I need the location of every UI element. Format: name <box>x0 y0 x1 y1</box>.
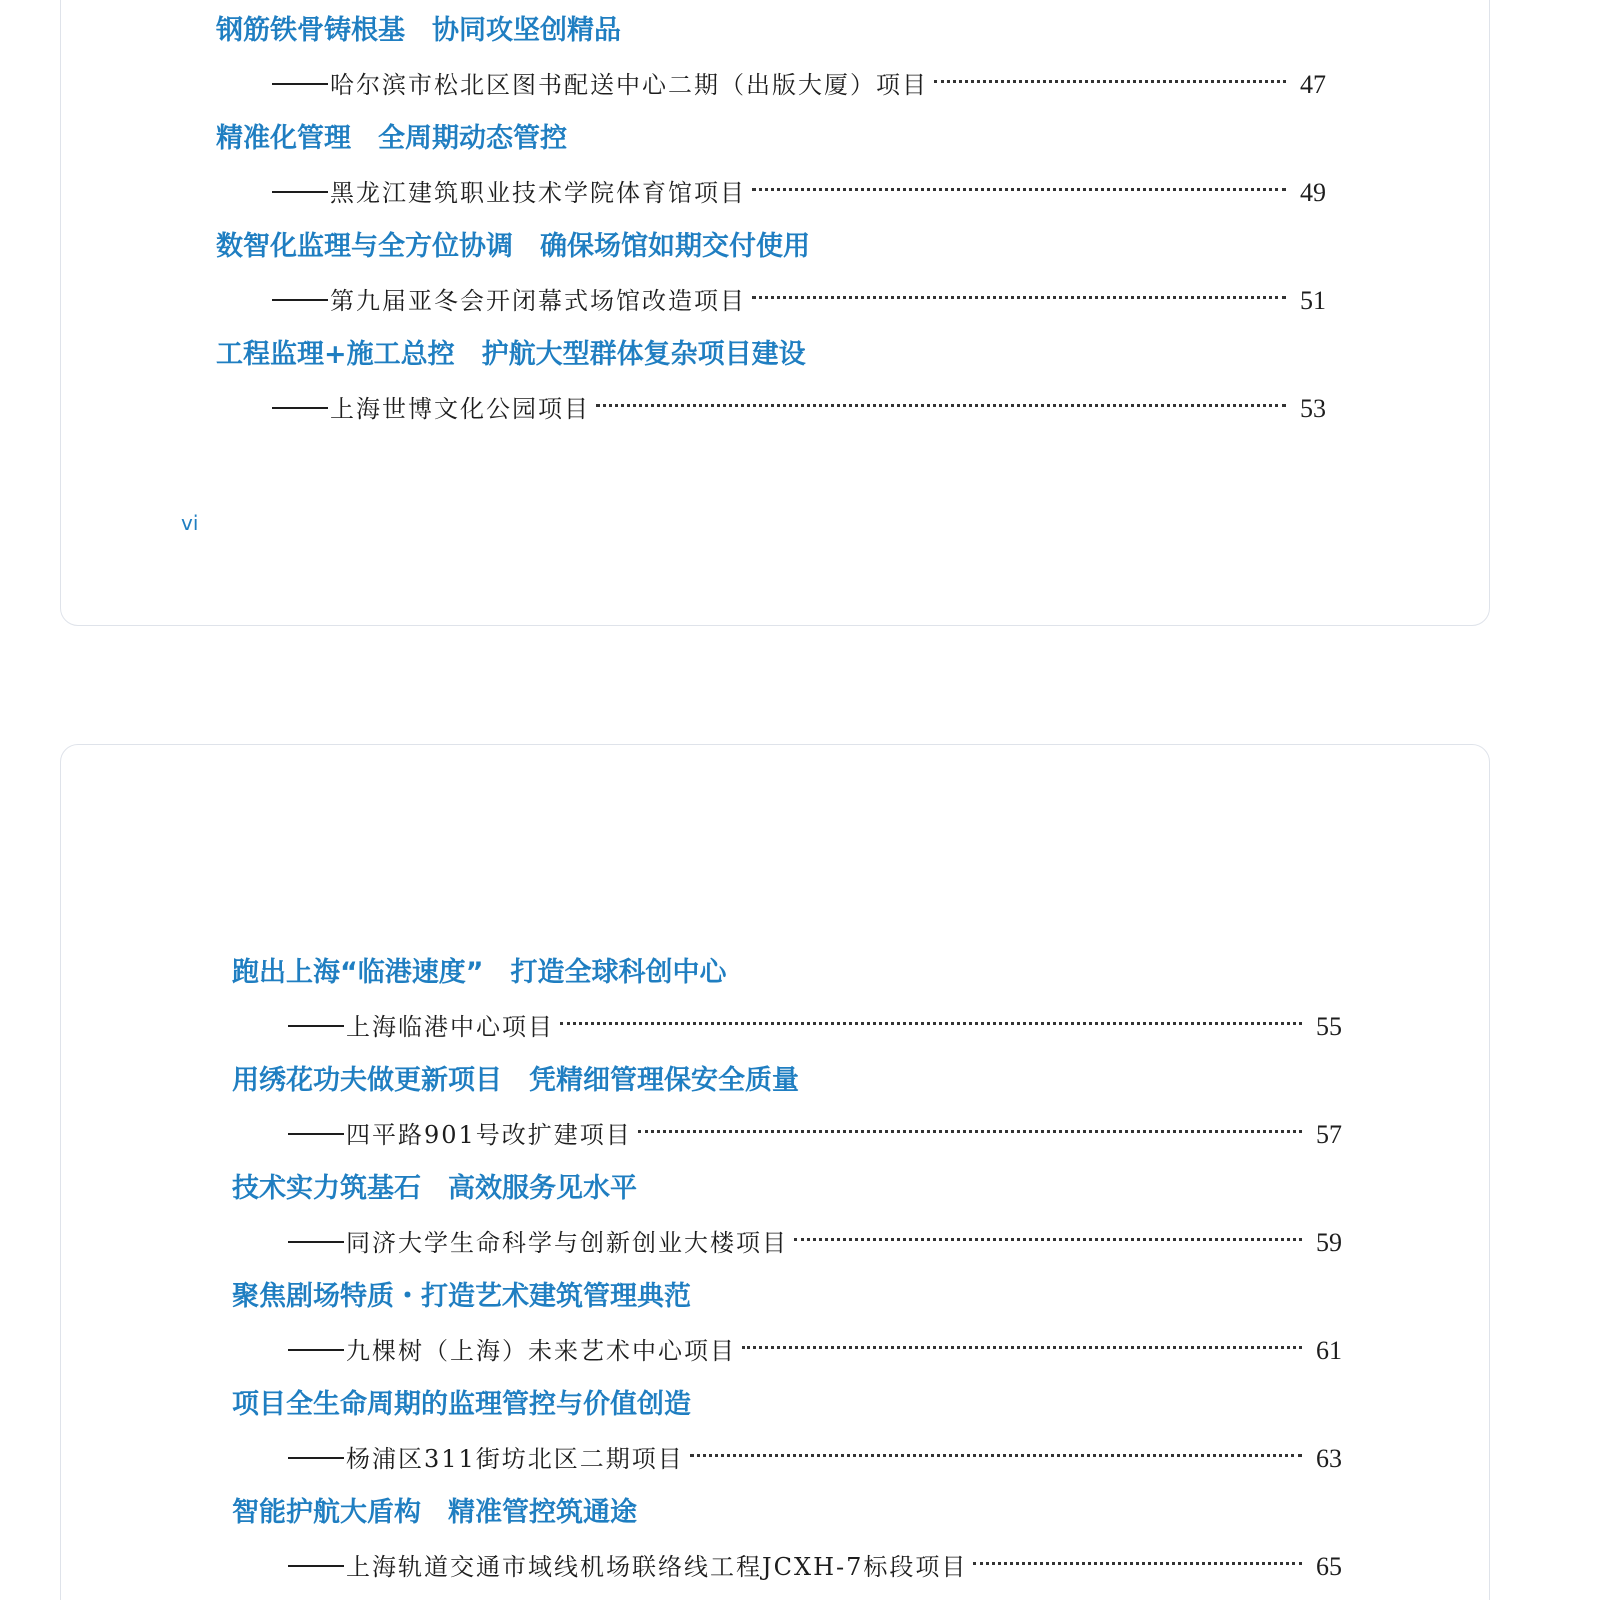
dot-leader <box>794 1238 1302 1241</box>
toc-page-number: 47 <box>1300 70 1326 99</box>
dot-leader <box>973 1562 1302 1565</box>
em-dash <box>272 83 328 85</box>
em-dash <box>288 1349 344 1351</box>
toc-entry-title: 钢筋铁骨铸根基 协同攻坚创精品 <box>216 15 621 46</box>
toc-entry-subtitle: 九棵树（上海）未来艺术中心项目 <box>346 1337 736 1365</box>
toc-entry[interactable] <box>232 1059 1342 1167</box>
toc-entry[interactable] <box>216 117 1326 225</box>
toc-entry[interactable] <box>232 1383 1342 1491</box>
toc-page-number: 55 <box>1316 1012 1342 1041</box>
toc-entry-subtitle: 同济大学生命科学与创新创业大楼项目 <box>346 1229 788 1257</box>
toc-page-number: 49 <box>1300 178 1326 207</box>
toc-entry-title: 项目全生命周期的监理管控与价值创造 <box>232 1389 691 1420</box>
em-dash <box>288 1025 344 1027</box>
toc-entry-subtitle: 哈尔滨市松北区图书配送中心二期（出版大厦）项目 <box>330 71 928 99</box>
table-of-contents <box>232 951 1342 1599</box>
toc-entry[interactable] <box>232 951 1342 1059</box>
toc-entry-subtitle: 上海轨道交通市域线机场联络线工程JCXH-7标段项目 <box>346 1553 968 1581</box>
toc-entry-title: 聚焦剧场特质・打造艺术建筑管理典范 <box>232 1281 691 1312</box>
toc-page-number: 57 <box>1316 1120 1342 1149</box>
page-vii <box>60 744 1490 1600</box>
em-dash <box>272 299 328 301</box>
toc-entry-title: 工程监理+施工总控 护航大型群体复杂项目建设 <box>216 339 806 370</box>
toc-entry-title: 数智化监理与全方位协调 确保场馆如期交付使用 <box>216 231 810 262</box>
toc-entry[interactable] <box>232 1167 1342 1275</box>
toc-entry-subtitle: 第九届亚冬会开闭幕式场馆改造项目 <box>330 287 746 315</box>
toc-entry-subtitle: 黑龙江建筑职业技术学院体育馆项目 <box>330 179 746 207</box>
em-dash <box>272 191 328 193</box>
toc-page-number: 65 <box>1316 1552 1342 1581</box>
toc-entry-subtitle: 上海临港中心项目 <box>346 1013 554 1041</box>
toc-page-number: 53 <box>1300 394 1326 423</box>
dot-leader <box>690 1454 1302 1457</box>
toc-page-number: 59 <box>1316 1228 1342 1257</box>
em-dash <box>272 407 328 409</box>
toc-page-number: 63 <box>1316 1444 1342 1473</box>
toc-entry-subtitle: 上海世博文化公园项目 <box>330 395 590 423</box>
toc-entry-title: 技术实力筑基石 高效服务见水平 <box>232 1173 637 1204</box>
dot-leader <box>638 1130 1302 1133</box>
page-folio: vi <box>181 511 199 535</box>
toc-entry-title: 跑出上海“临港速度” 打造全球科创中心 <box>232 957 727 988</box>
em-dash <box>288 1565 344 1567</box>
toc-page-number: 61 <box>1316 1336 1342 1365</box>
toc-entry-subtitle: 四平路901号改扩建项目 <box>346 1121 632 1149</box>
dot-leader <box>596 404 1286 407</box>
dot-leader <box>742 1346 1302 1349</box>
dot-leader <box>560 1022 1302 1025</box>
em-dash <box>288 1133 344 1135</box>
dot-leader <box>752 296 1286 299</box>
toc-entry-subtitle: 杨浦区311街坊北区二期项目 <box>346 1445 684 1473</box>
toc-entry[interactable] <box>216 9 1326 117</box>
toc-entry-title: 用绣花功夫做更新项目 凭精细管理保安全质量 <box>232 1065 799 1096</box>
page-vi <box>60 0 1490 626</box>
toc-page-number: 51 <box>1300 286 1326 315</box>
toc-entry[interactable] <box>216 333 1326 441</box>
toc-entry[interactable] <box>232 1275 1342 1383</box>
toc-entry[interactable] <box>232 1491 1342 1599</box>
dot-leader <box>934 80 1286 83</box>
em-dash <box>288 1457 344 1459</box>
dot-leader <box>752 188 1286 191</box>
table-of-contents <box>216 9 1326 441</box>
toc-entry-title: 智能护航大盾构 精准管控筑通途 <box>232 1497 637 1528</box>
em-dash <box>288 1241 344 1243</box>
toc-entry-title: 精准化管理 全周期动态管控 <box>216 123 567 154</box>
toc-entry[interactable] <box>216 225 1326 333</box>
